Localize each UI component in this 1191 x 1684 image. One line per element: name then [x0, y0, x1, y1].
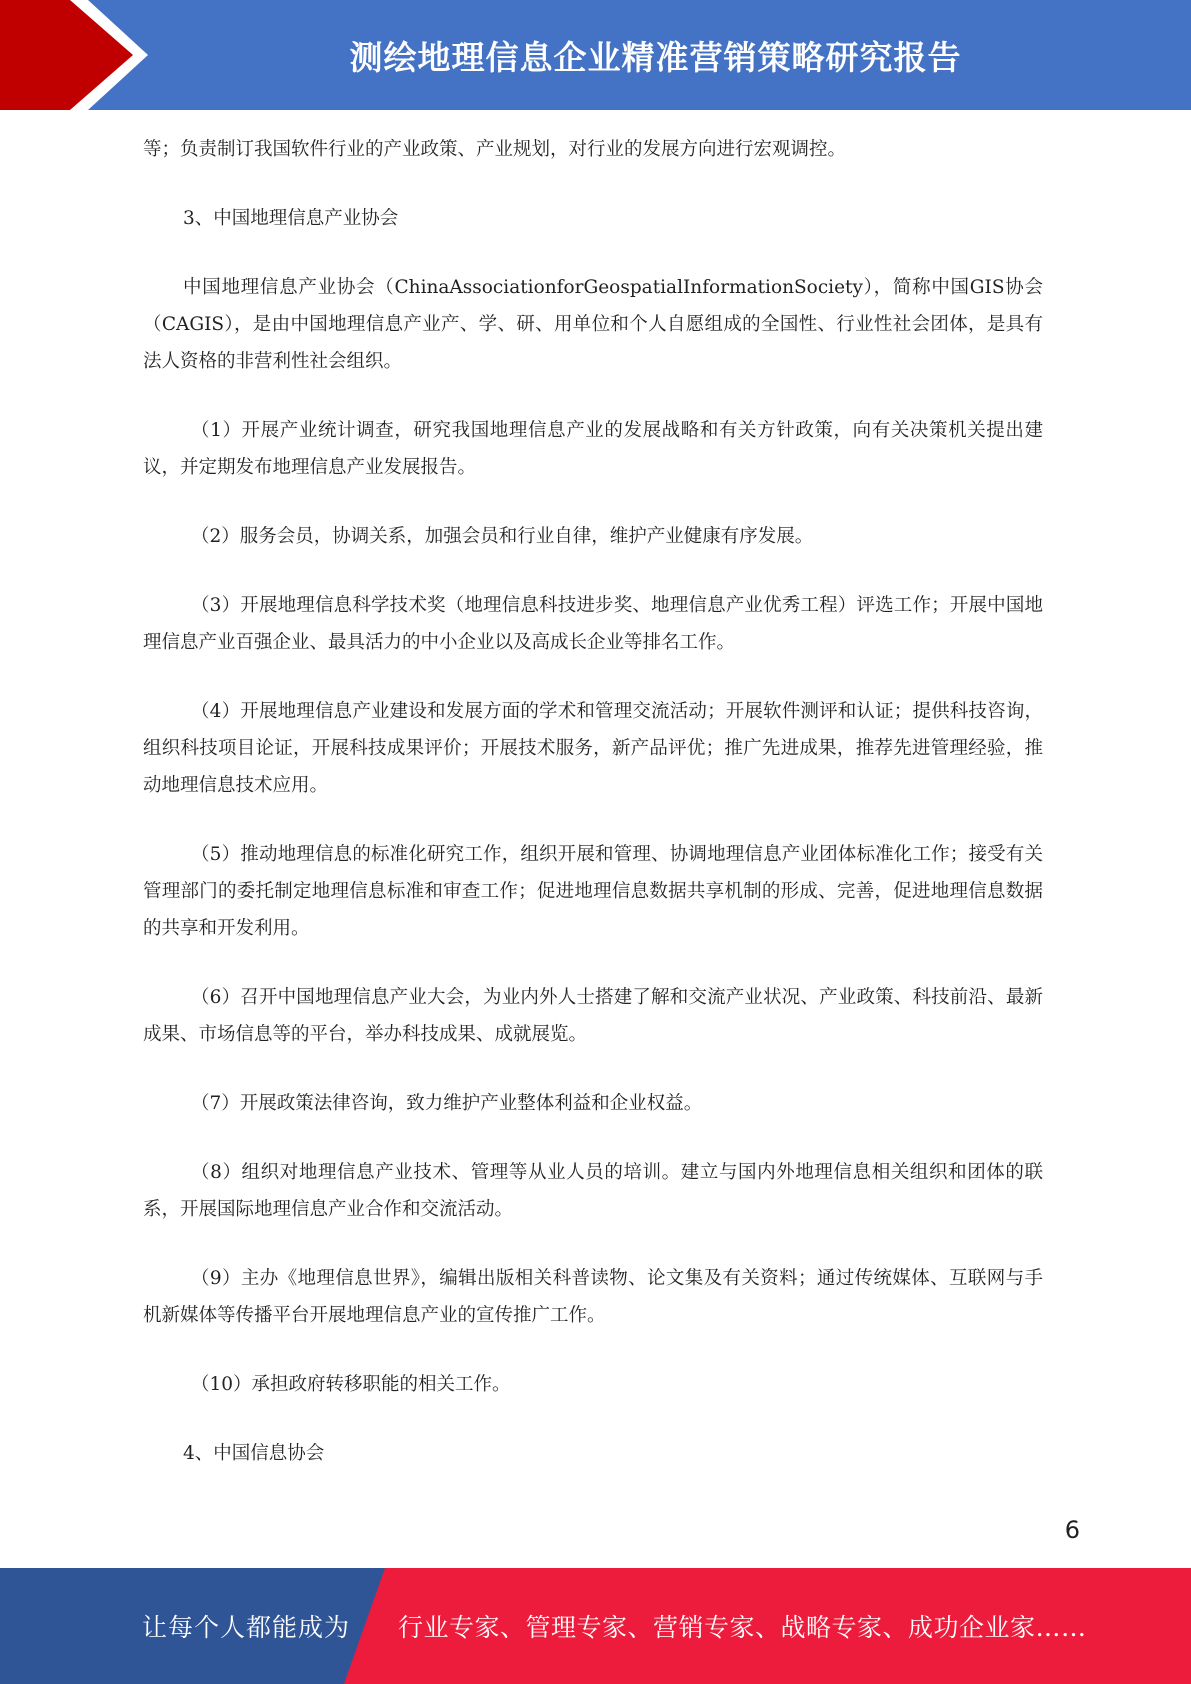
list-item: （10）承担政府转移职能的相关工作。	[191, 1374, 511, 1395]
page-header	[0, 0, 1191, 110]
list-item: （7）开展政策法律咨询，致力维护产业整体利益和企业权益。	[191, 1093, 703, 1114]
list-item: （4）开展地理信息产业建设和发展方面的学术和管理交流活动；开展软件测评和认证；提供科技咨询，组织科技项目论证，开展科技成果评价；开展技术服务，新产品评优；推广先进成果，推荐先进管理经验，推动地理信息技术应用。	[143, 701, 1043, 796]
footer-slogan-right: 行业专家、管理专家、营销专家、战略专家、成功企业家……	[398, 1613, 1087, 1642]
list-item: （1）开展产业统计调查，研究我国地理信息产业的发展战略和有关方针政策，向有关决策机关提出建议，并定期发布地理信息产业发展报告。	[143, 420, 1043, 478]
footer-slogan-left: 让每个人都能成为	[142, 1613, 351, 1642]
paragraph: 中国地理信息产业协会（ChinaAssociationforGeospatialInformationSociety），简称中国GIS协会（CAGIS），是由中国地理信息产业产、学、研、用单位和个人自愿组成的全国性、行业性社会团体，是具有法人资格的非营利性社会组织。	[143, 277, 1043, 372]
page-number: 6	[1064, 1516, 1080, 1544]
list-item: （3）开展地理信息科学技术奖（地理信息科技进步奖、地理信息产业优秀工程）评选工作；开展中国地理信息产业百强企业、最具活力的中小企业以及高成长企业等排名工作。	[143, 595, 1043, 653]
list-item: （5）推动地理信息的标准化研究工作，组织开展和管理、协调地理信息产业团体标准化工作；接受有关管理部门的委托制定地理信息标准和审查工作；促进地理信息数据共享机制的形成、完善，促进地理信息数据的共享和开发利用。	[143, 844, 1043, 939]
section-heading: 3、中国地理信息产业协会	[183, 208, 399, 229]
list-item: （2）服务会员，协调关系，加强会员和行业自律，维护产业健康有序发展。	[191, 526, 814, 547]
list-item: （8）组织对地理信息产业技术、管理等从业人员的培训。建立与国内外地理信息相关组织和团体的联系，开展国际地理信息产业合作和交流活动。	[143, 1162, 1043, 1220]
list-item: （9）主办《地理信息世界》，编辑出版相关科普读物、论文集及有关资料；通过传统媒体、互联网与手机新媒体等传播平台开展地理信息产业的宣传推广工作。	[143, 1268, 1043, 1326]
list-item: （6）召开中国地理信息产业大会，为业内外人士搭建了解和交流产业状况、产业政策、科技前沿、最新成果、市场信息等的平台，举办科技成果、成就展览。	[143, 987, 1043, 1045]
section-heading: 4、中国信息协会	[183, 1443, 325, 1464]
document-title: 测绘地理信息企业精准营销策略研究报告	[349, 37, 962, 77]
document-body	[143, 131, 1043, 1504]
page-footer	[0, 1568, 1191, 1684]
paragraph: 等；负责制订我国软件行业的产业政策、产业规划，对行业的发展方向进行宏观调控。	[143, 139, 847, 160]
header-chevron-icon	[0, 0, 170, 110]
